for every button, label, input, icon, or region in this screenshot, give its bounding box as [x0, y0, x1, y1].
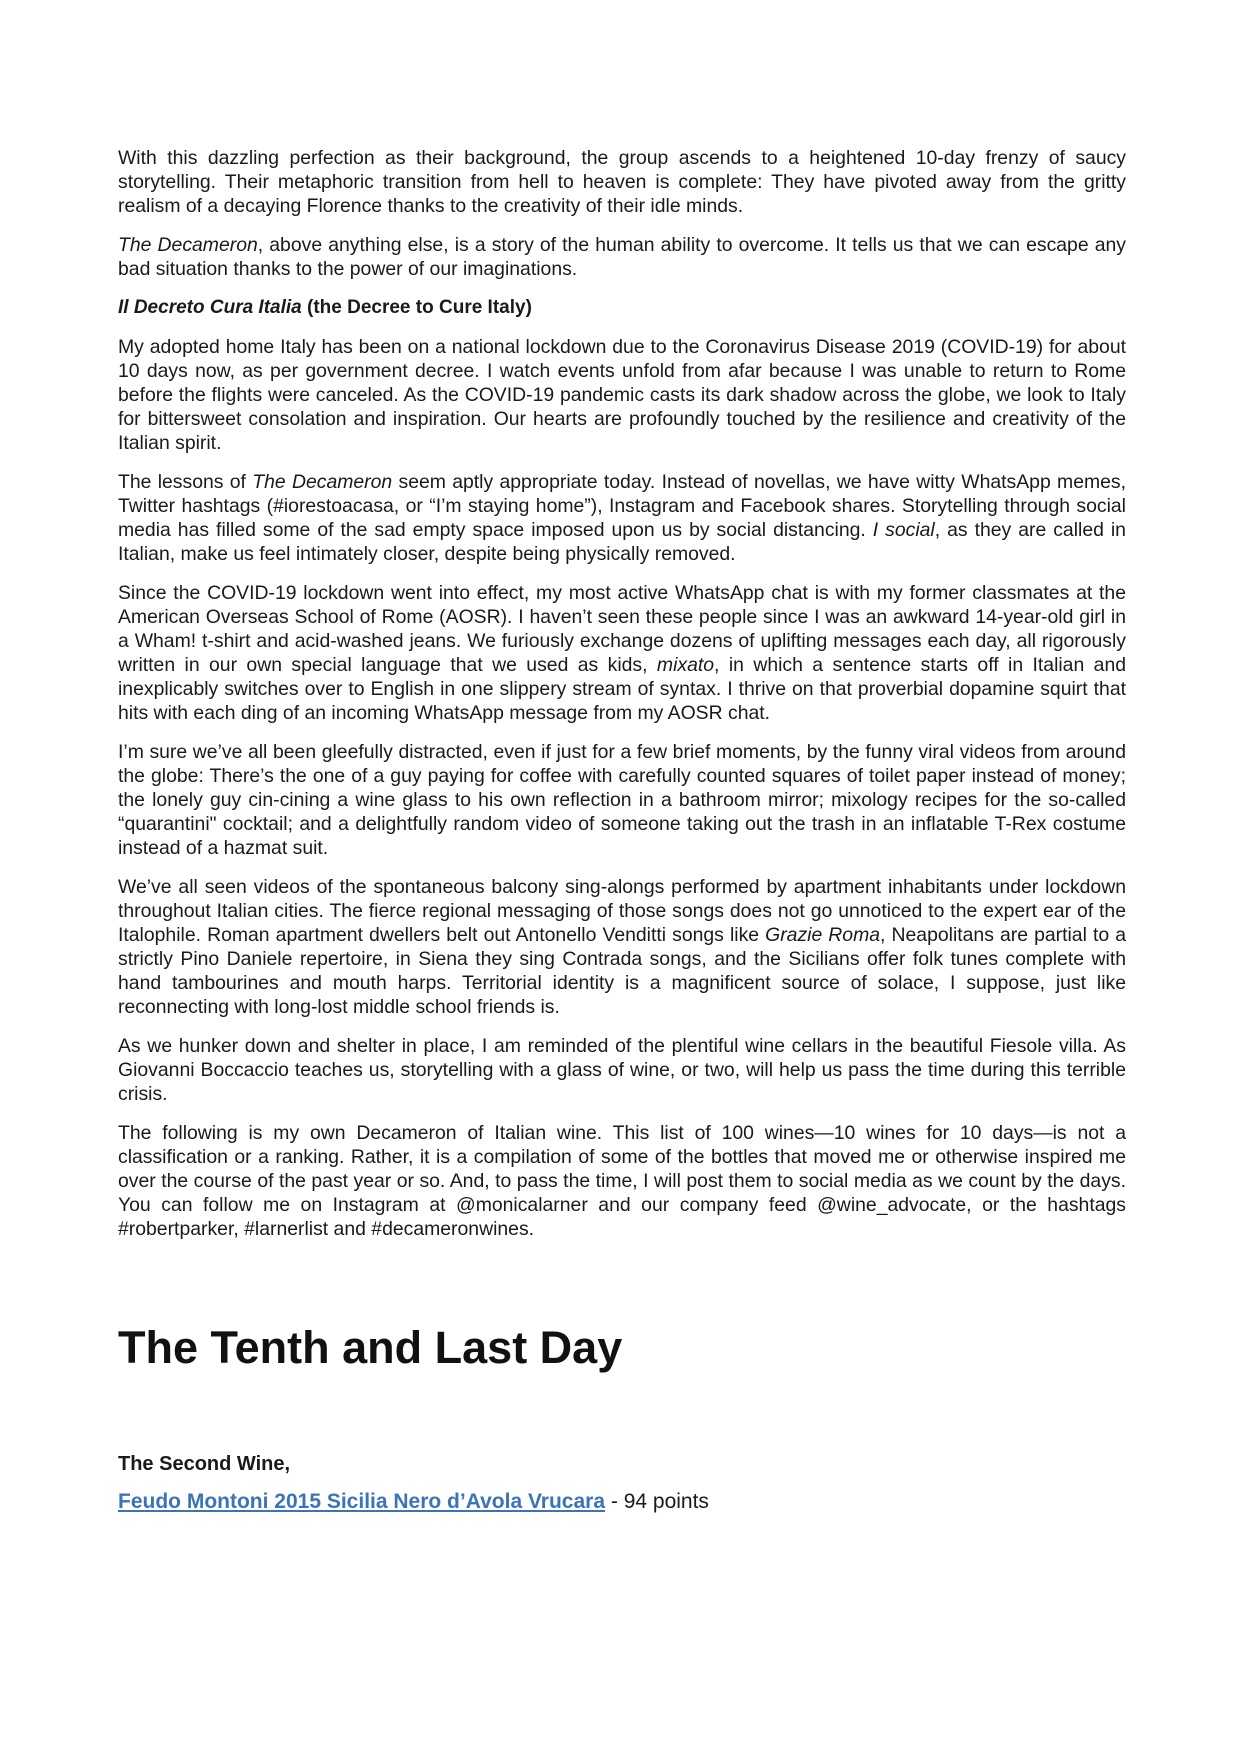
p7-italic: Grazie Roma [765, 924, 881, 946]
day-heading: The Tenth and Last Day [118, 1322, 623, 1373]
wine-link[interactable]: Feudo Montoni 2015 Sicilia Nero d’Avola Vrucara [118, 1490, 606, 1513]
paragraph-1: With this dazzling perfection as their background, the group ascends to a heightened 10-day frenzy of saucy storytelling. Their metaphoric transition from hell to heaven is complete: They have pivoted away from the gritty realism of a decaying Florence thanks to the creativity of their idle minds. [118, 147, 1126, 217]
p7-text-b: , Neapolitans are partial to a strictly Pino Daniele repertoire, in Siena they sing Contrada songs, and the Sicilians offer folk tunes complete with hand tambourines and mouth harps. Territorial identity is a magnificent source of solace, I suppose, just like reconnecting with long-lost middle school friends is. [118, 924, 1126, 1018]
paragraph-5 [118, 581, 1126, 725]
p4-text-a: The lessons of [118, 471, 253, 493]
p4-text-b: seem aptly appropriate today. Instead of novellas, we have witty WhatsApp memes, Twitter hashtags (#iorestoacasa, or “I’m staying home”), Instagram and Facebook shares. Storytelling through social media has filled some of the sad empty space imposed upon us by social distancing. [118, 471, 1127, 541]
wine-ordinal: The Second Wine, [118, 1453, 291, 1475]
section-subheading [118, 296, 1126, 320]
wine-score: - 94 points [605, 1490, 709, 1513]
wine-entry [118, 1490, 709, 1514]
p5-text-b: , in which a sentence starts off in Italian and inexplicably switches over to English in one slippery stream of syntax. I thrive on that proverbial dopamine squirt that hits with each ding of an incoming WhatsApp message from my AOSR chat. [118, 654, 1127, 724]
p5-text-a: Since the COVID-19 lockdown went into effect, my most active WhatsApp chat is with my former classmates at the American Overseas School of Rome (AOSR). I haven’t seen these people since I was an awkward 14-year-old girl in a Wham! t-shirt and acid-washed jeans. We furiously exchange dozens of uplifting messages each day, all rigorously written in our own special language that we used as kids, [118, 582, 1126, 676]
p4-italic-1: The Decameron [252, 471, 393, 493]
p4-italic-2: I social [872, 519, 935, 541]
paragraph-7 [118, 875, 1126, 1019]
p7-text-a: We’ve all seen videos of the spontaneous balcony sing-alongs performed by apartment inhabitants under lockdown throughout Italian cities. The fierce regional messaging of those songs does not go unnoticed to the expert ear of the Italophile. Roman apartment dwellers belt out Antonello Venditti songs like [118, 876, 1126, 946]
paragraph-2-text: , above anything else, is a story of the human ability to overcome. It tells us that we can escape any bad situation thanks to the power of our imaginations. [118, 234, 1127, 280]
paragraph-4 [118, 470, 1126, 566]
p5-italic: mixato [656, 654, 715, 676]
p4-text-c: , as they are called in Italian, make us feel intimately closer, despite being physically removed. [118, 519, 1126, 565]
paragraph-9: The following is my own Decameron of Italian wine. This list of 100 wines—10 wines for 10 days—is not a classification or a ranking. Rather, it is a compilation of some of the bottles that moved me or otherwise inspired me over the course of the past year or so. And, to pass the time, I will post them to social media as we count by the days. You can follow me on Instagram at @monicalarner and our company feed @wine_advocate, or the hashtags #robertparker, #larnerlist and #decameronwines. [118, 1122, 1126, 1240]
subheading-italic: Il Decreto Cura Italia [118, 297, 302, 318]
document-page [118, 146, 1127, 1513]
paragraph-3: My adopted home Italy has been on a national lockdown due to the Coronavirus Disease 2019 (COVID-19) for about 10 days now, as per government decree. I watch events unfold from afar because I was unable to return to Rome before the flights were canceled. As the COVID-19 pandemic casts its dark shadow across the globe, we look to Italy for bittersweet consolation and inspiration. Our hearts are profoundly touched by the resilience and creativity of the Italian spirit. [118, 336, 1126, 454]
paragraph-8: As we hunker down and shelter in place, I am reminded of the plentiful wine cellars in the beautiful Fiesole villa. As Giovanni Boccaccio teaches us, storytelling with a glass of wine, or two, will help us pass the time during this terrible crisis. [118, 1035, 1126, 1105]
paragraph-2 [118, 233, 1126, 281]
italic-title: The Decameron [118, 234, 258, 256]
subheading-text: (the Decree to Cure Italy) [301, 297, 532, 318]
paragraph-6: I’m sure we’ve all been gleefully distracted, even if just for a few brief moments, by the funny viral videos from around the globe: There’s the one of a guy paying for coffee with carefully counted squares of toilet paper instead of money; the lonely guy cin-cining a wine glass to his own reflection in a bathroom mirror; mixology recipes for the so-called “quarantini" cocktail; and a delightfully random video of someone taking out the trash in an inflatable T-Rex costume instead of a hazmat suit. [118, 741, 1126, 859]
